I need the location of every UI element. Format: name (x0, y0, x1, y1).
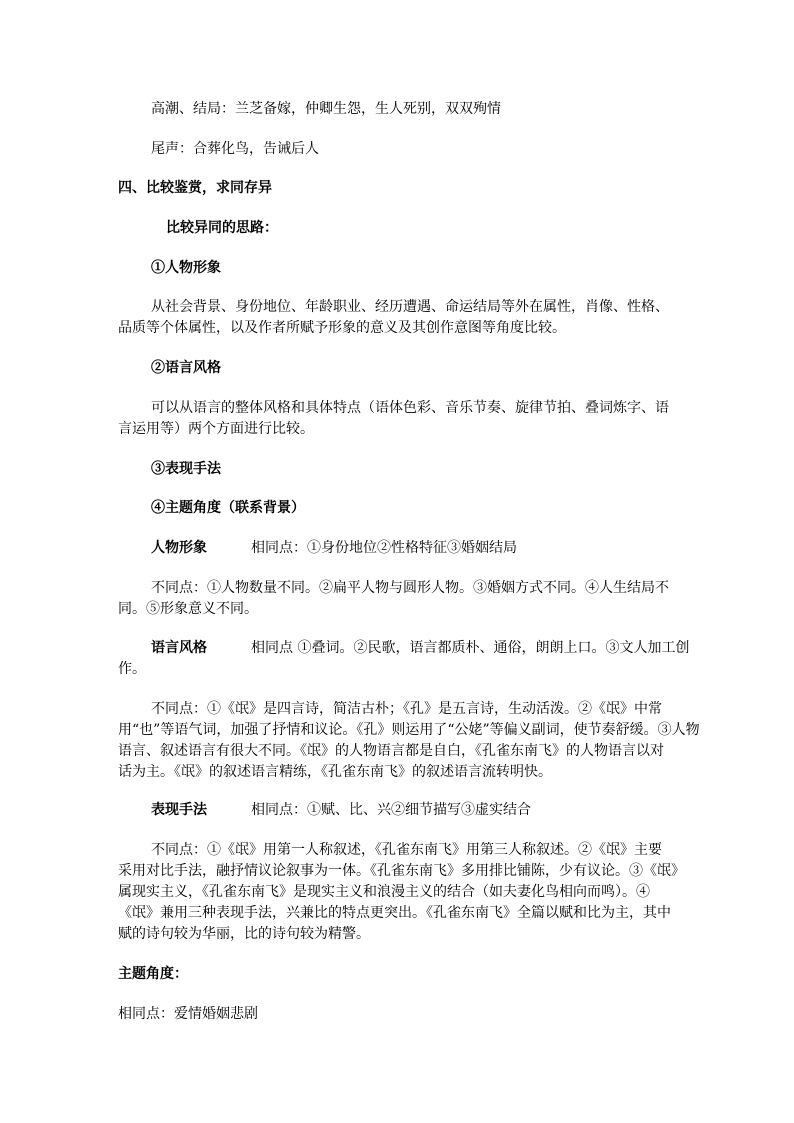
language-diff-line4: 话为主。《氓》的叙述语言精练，《孔雀东南飞》的叙述语言流转明快。 (118, 764, 552, 780)
technique-diff-line5: 赋的诗句较为华丽，比的诗句较为精警。 (118, 926, 370, 942)
character-row (151, 538, 517, 559)
character-label: 人物形象 (151, 540, 207, 556)
epilogue-line: 尾声：合葬化鸟，告诫后人 (151, 141, 319, 157)
point1-line1: 从社会背景、身份地位、年龄职业、经历遭遇、命运结局等外在属性，肖像、性格、 (151, 299, 669, 315)
point1-line2: 品质等个体属性，以及作者所赋予形象的意义及其创作意图等角度比较。 (118, 320, 566, 336)
climax-line: 高潮、结局：兰芝备嫁，仲卿生怨，生人死别，双双殉情 (151, 101, 501, 117)
point3-heading: ③表现手法 (151, 461, 221, 477)
point2-heading: ②语言风格 (151, 360, 221, 376)
language-row (151, 638, 689, 659)
technique-diff-line1: 不同点：①《氓》用第一人称叙述，《孔雀东南飞》用第三人称叙述。②《氓》主要 (151, 842, 662, 858)
character-same: 相同点：①身份地位②性格特征③婚姻结局 (251, 540, 517, 556)
language-diff-line3: 语言、叙述语言有很大不同。《氓》的人物语言都是自白，《孔雀东南飞》的人物语言以对 (118, 743, 664, 759)
language-diff-line1: 不同点：①《氓》是四言诗，简洁古朴；《孔》是五言诗，生动活泼。②《氓》中常 (151, 701, 662, 717)
approach-heading: 比较异同的思路： (166, 220, 278, 236)
technique-diff-line4: 《氓》兼用三种表现手法，兴兼比的特点更突出。《孔雀东南飞》全篇以赋和比为主，其中 (118, 905, 671, 921)
character-diff-line2: 同。⑤形象意义不同。 (118, 601, 258, 617)
language-diff-line2: 用“也”等语气词，加强了抒情和议论。《孔》则运用了“公姥”等偏义副词，使节奏舒缓。③人物 (118, 722, 700, 738)
point4-heading: ④主题角度（联系背景） (151, 500, 305, 516)
section4-heading: 四、比较鉴赏，求同存异 (118, 180, 272, 196)
point2-line1: 可以从语言的整体风格和具体特点（语体色彩、音乐节奏、旋律节拍、叠词炼字、语 (151, 400, 669, 416)
language-same-line2: 作。 (118, 661, 146, 677)
technique-diff-line3: 属现实主义，《孔雀东南飞》是现实主义和浪漫主义的结合（如夫妻化鸟相向而鸣）。④ (118, 884, 650, 900)
language-same-text: ①叠词。②民歌，语言都质朴、通俗，朗朗上口。③文人加工创 (293, 640, 690, 656)
technique-row (151, 800, 531, 821)
theme-heading: 主题角度： (118, 966, 188, 982)
point1-heading: ①人物形象 (151, 260, 221, 276)
technique-diff-line2: 采用对比手法，融抒情议论叙事为一体。《孔雀东南飞》多用排比铺陈，少有议论。③《氓》 (118, 863, 685, 879)
theme-same: 相同点：爱情婚姻悲剧 (118, 1006, 258, 1022)
technique-label: 表现手法 (151, 802, 207, 818)
technique-same: 相同点：①赋、比、兴②细节描写③虚实结合 (251, 802, 531, 818)
character-diff-line1: 不同点：①人物数量不同。②扁平人物与圆形人物。③婚姻方式不同。④人生结局不 (151, 580, 669, 596)
language-label: 语言风格 (151, 640, 207, 656)
point2-line2: 言运用等）两个方面进行比较。 (118, 421, 314, 437)
language-same-label: 相同点 (251, 640, 293, 656)
